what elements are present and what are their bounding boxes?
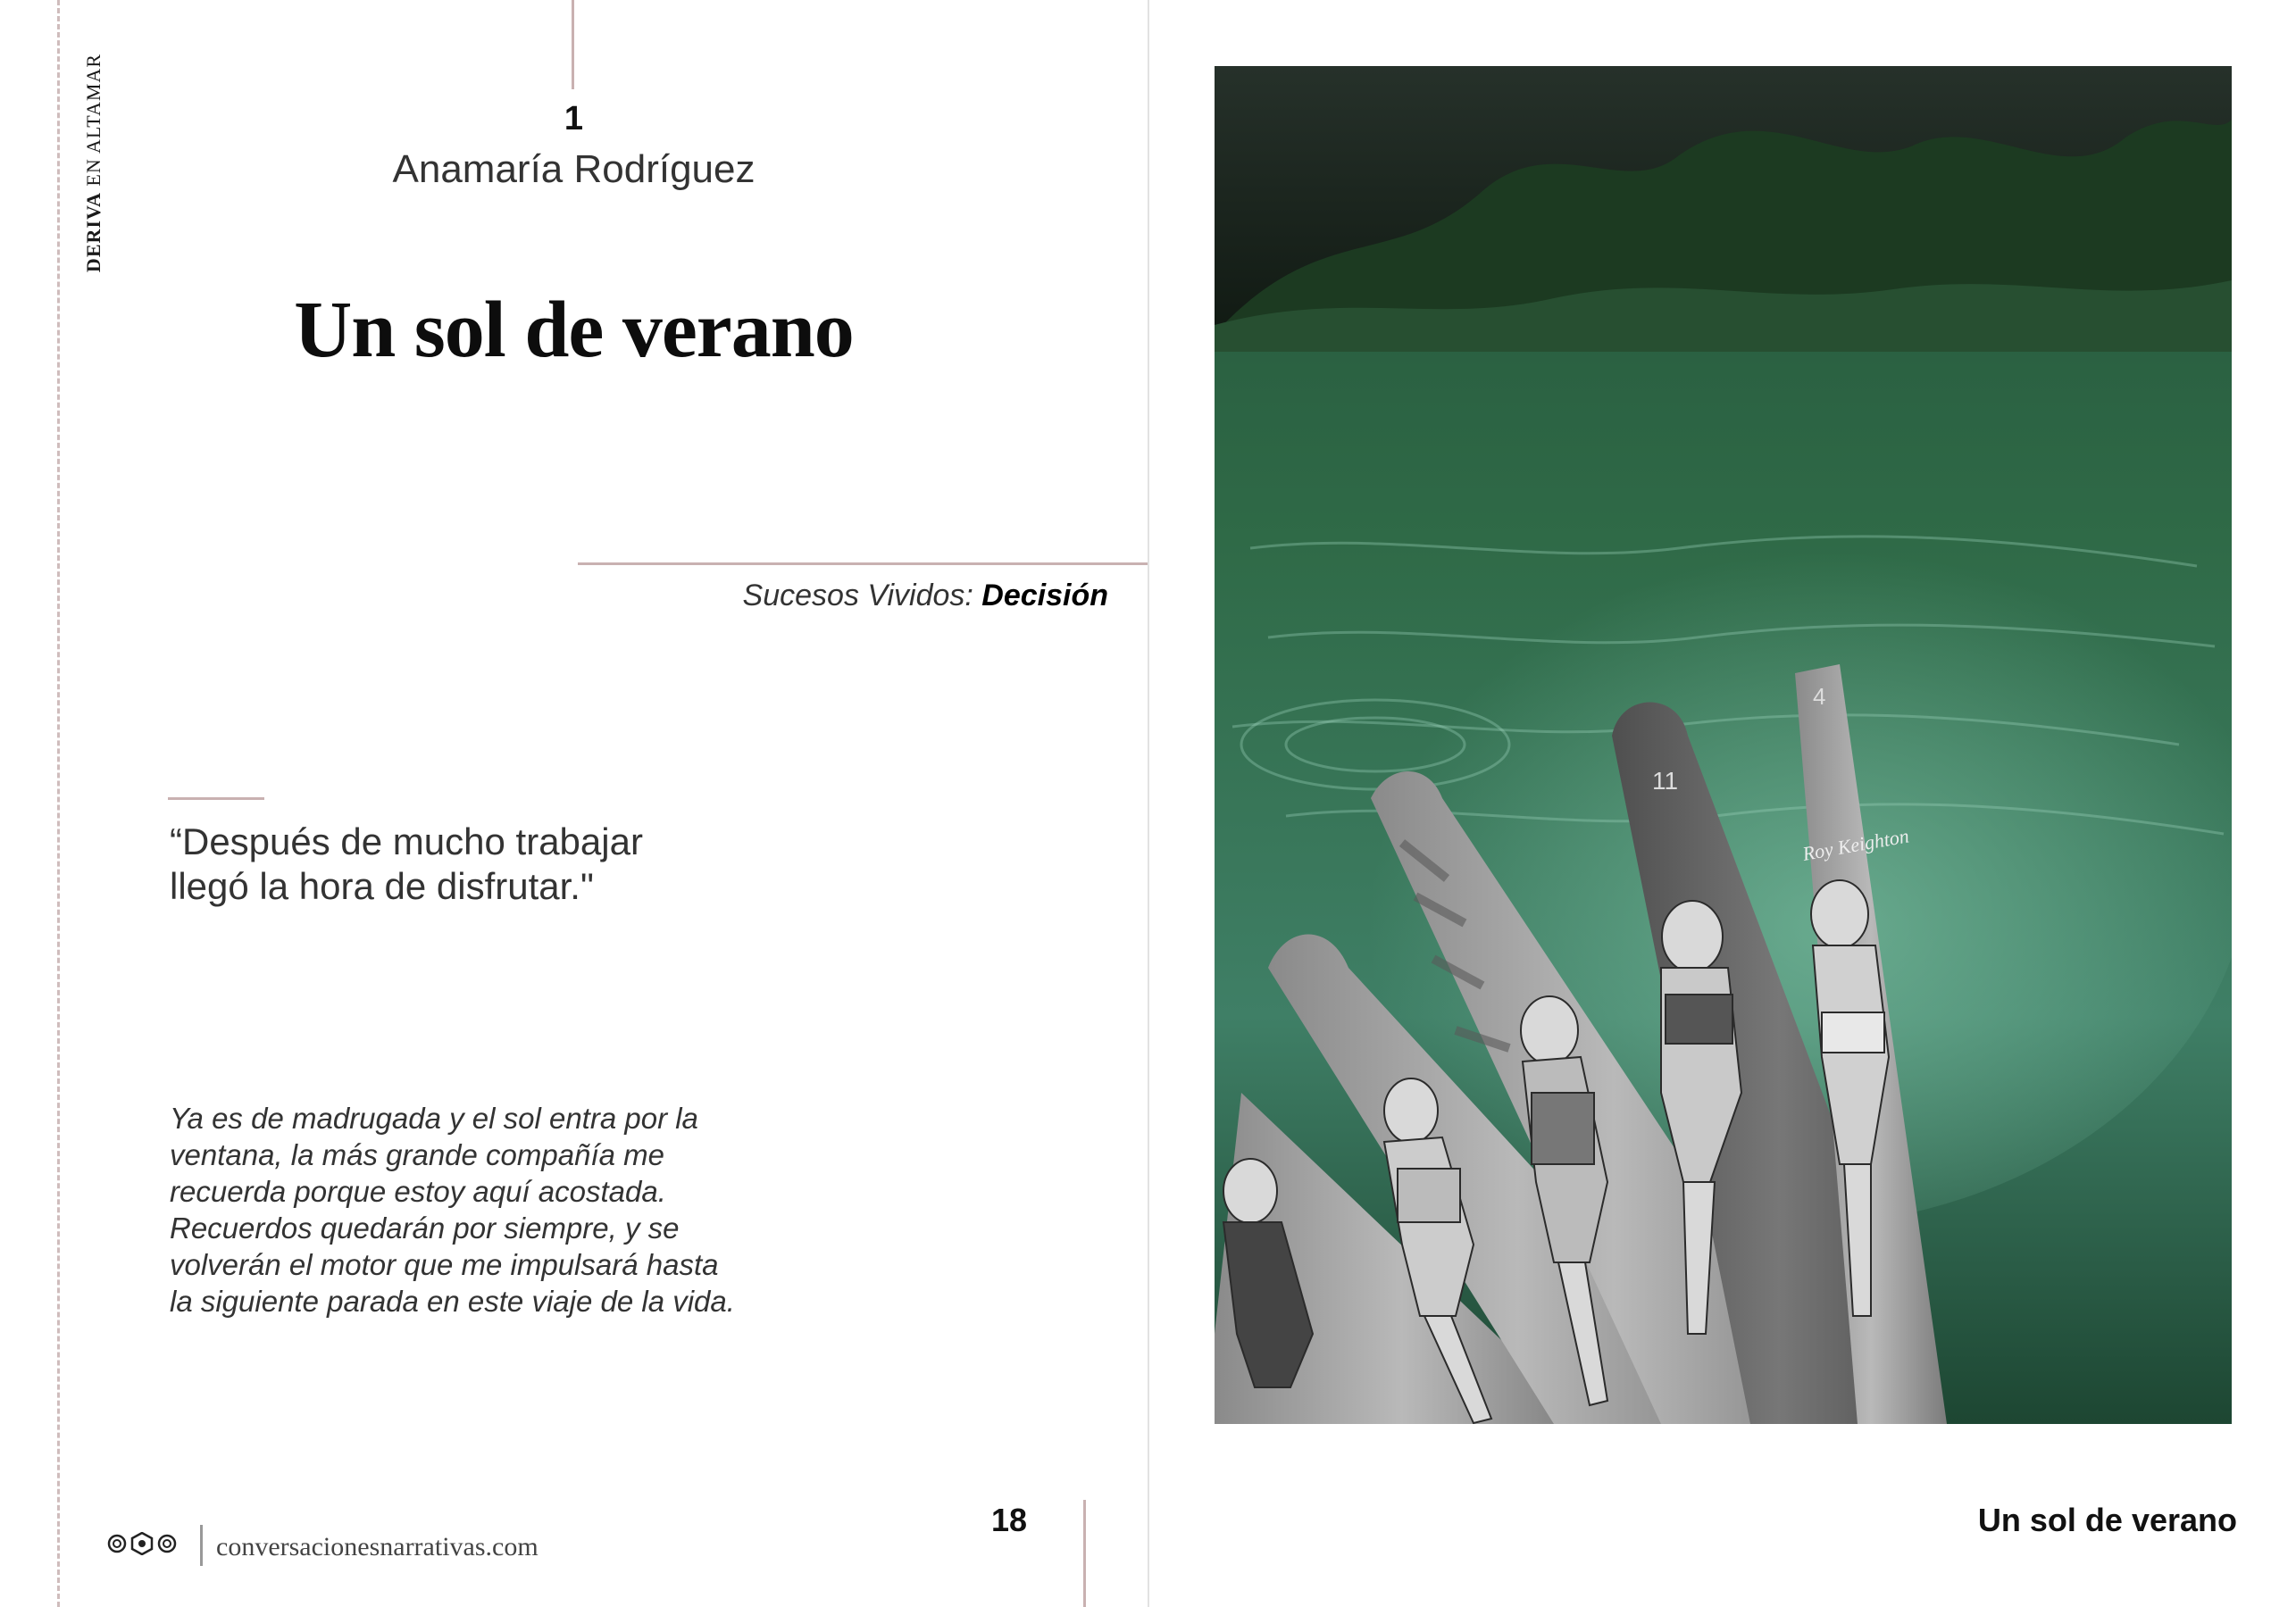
quote-rule [168, 797, 264, 800]
body-line: Recuerdos quedarán por siempre, y se [170, 1211, 680, 1245]
body-line: Ya es de madrugada y el sol entra por la [170, 1102, 698, 1135]
body-line: ventana, la más grande compañía me [170, 1138, 664, 1171]
quote-line: llegó la hora de disfrutar." [170, 865, 594, 907]
body-line: la siguiente parada en este viaje de la vida. [170, 1285, 735, 1318]
article-number: 1 [564, 100, 584, 137]
body-text [170, 1100, 777, 1320]
section-label-bold: DERIVA [82, 192, 104, 273]
category-value: Decisión [981, 579, 1108, 612]
section-rule [578, 562, 1148, 565]
page-number: 18 [991, 1502, 1028, 1538]
author-name: Anamaría Rodríguez [392, 147, 756, 191]
footer-divider [1083, 1500, 1086, 1607]
logo-separator [200, 1525, 203, 1566]
running-title: Un sol de verano [1977, 1502, 2237, 1538]
body-line: volverán el motor que me impulsará hasta [170, 1248, 719, 1281]
article-title: Un sol de verano [294, 286, 854, 374]
pull-quote [170, 820, 795, 909]
dashed-margin-line [57, 0, 60, 1607]
board-signature: Roy Keighton [1800, 824, 1911, 865]
quote-line: “Después de mucho trabajar [170, 820, 643, 862]
top-divider [572, 0, 574, 89]
board-number: 4 [1813, 683, 1826, 710]
section-label-rest: EN ALTAMAR [82, 54, 104, 193]
category-tag [743, 579, 1108, 613]
collage-photo [1215, 66, 2232, 1424]
site-url[interactable]: conversacionesnarrativas.com [216, 1532, 539, 1561]
board-number: 11 [1652, 767, 1679, 795]
category-label: Sucesos Vividos: [742, 579, 982, 612]
site-logo-icon [107, 1534, 177, 1555]
body-line: recuerda porque estoy aquí acostada. [170, 1175, 666, 1208]
